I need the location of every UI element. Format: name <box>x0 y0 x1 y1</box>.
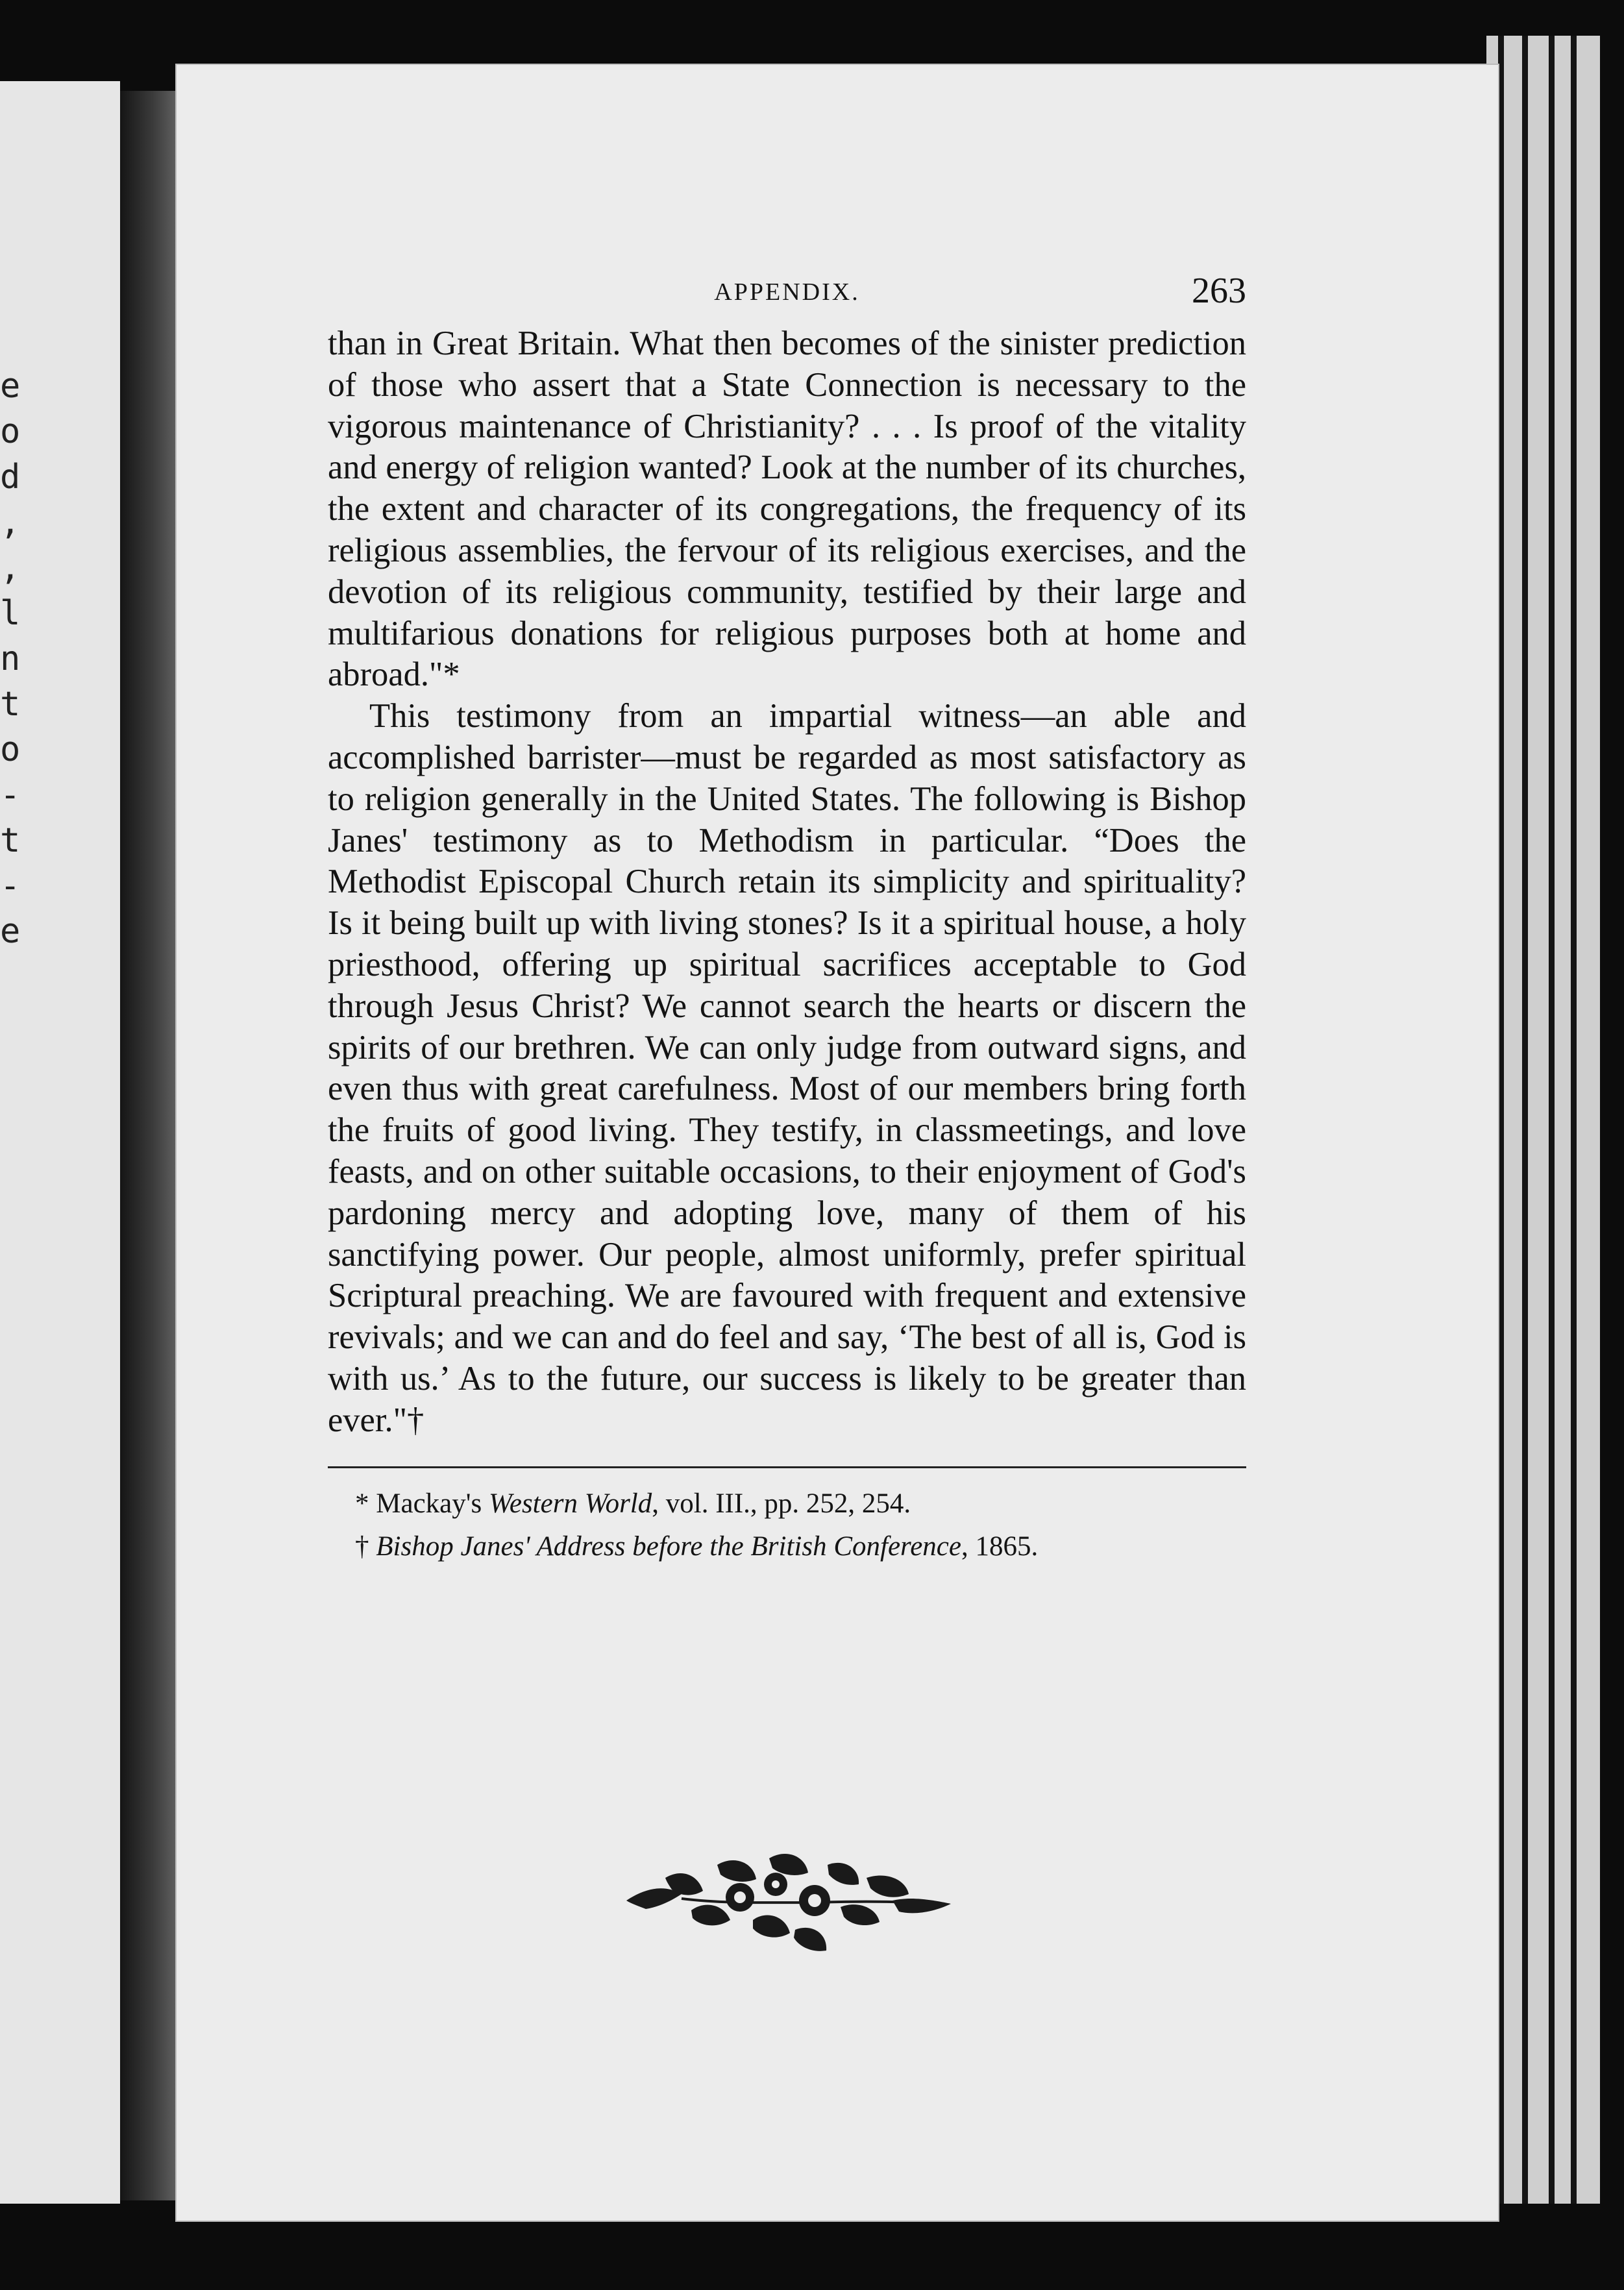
body-text <box>328 323 1246 1442</box>
paragraph: This testimony from an impartial witness—an able and accomplished barrister—must be regarded as most satisfactory as to religion generally in the United States. The following is Bishop Janes' testimony as to Methodism in particular. “Does the Methodist Episcopal Church retain its simplicity and spirituality? Is it being built up with living stones? Is it a spiritual house, a holy priesthood, offering up spiritual sacrifices acceptable to God through Jesus Christ? We cannot search the hearts or discern the spirits of our brethren. We can only judge from outward signs, and even thus with great carefulness. Most of our members bring forth the fruits of good living. They testify, in classmeetings, and love feasts, and on other suitable occasions, to their enjoyment of God's pardoning mercy and adopting love, many of them of his sanctifying power. Our people, almost uniformly, prefer spiritual Scriptural preaching. We are favoured with frequent and extensive revivals; and we can and do feel and say, ‘The best of all is, God is with us.’ As to the future, our success is likely to be greater than ever."† <box>328 697 1246 1439</box>
paragraph: than in Great Britain. What then becomes of the sinister prediction of those who assert that a State Connection is necessary to the vigorous maintenance of Christianity? . . . Is proof of the vitality and energy of religion wanted? Look at the number of its churches, the extent and character of its congregations, the frequency of its religious assemblies, the fervour of its religious exercises, and the devotion of its religious community, testified by their large and multifarious donations for religious purposes both at home and abroad."* <box>328 325 1246 694</box>
footnotes <box>328 1483 1246 1568</box>
floral-ornament-icon <box>620 1839 957 1969</box>
footnote-title: Bishop Janes' Address before the British Conference <box>376 1531 961 1562</box>
footnote-mark: * <box>355 1488 369 1519</box>
running-head <box>328 271 1246 323</box>
running-title: APPENDIX. <box>714 278 860 306</box>
page-stack-edge <box>1486 36 1616 2204</box>
footnote-title: Western World <box>488 1488 652 1519</box>
footnote: * Mackay's Western World, vol. III., pp. 252, 254. <box>355 1488 911 1519</box>
footnote-mark: † <box>355 1531 369 1562</box>
footnote: † Bishop Janes' Address before the British Conference, 1865. <box>355 1531 1039 1562</box>
page-content <box>328 271 1246 1568</box>
page-number: 263 <box>1192 271 1246 311</box>
footnote-rule <box>328 1466 1246 1468</box>
facing-page-edge-text: e o d , , l n t o - t - e <box>0 367 21 951</box>
book-page <box>175 64 1499 2222</box>
